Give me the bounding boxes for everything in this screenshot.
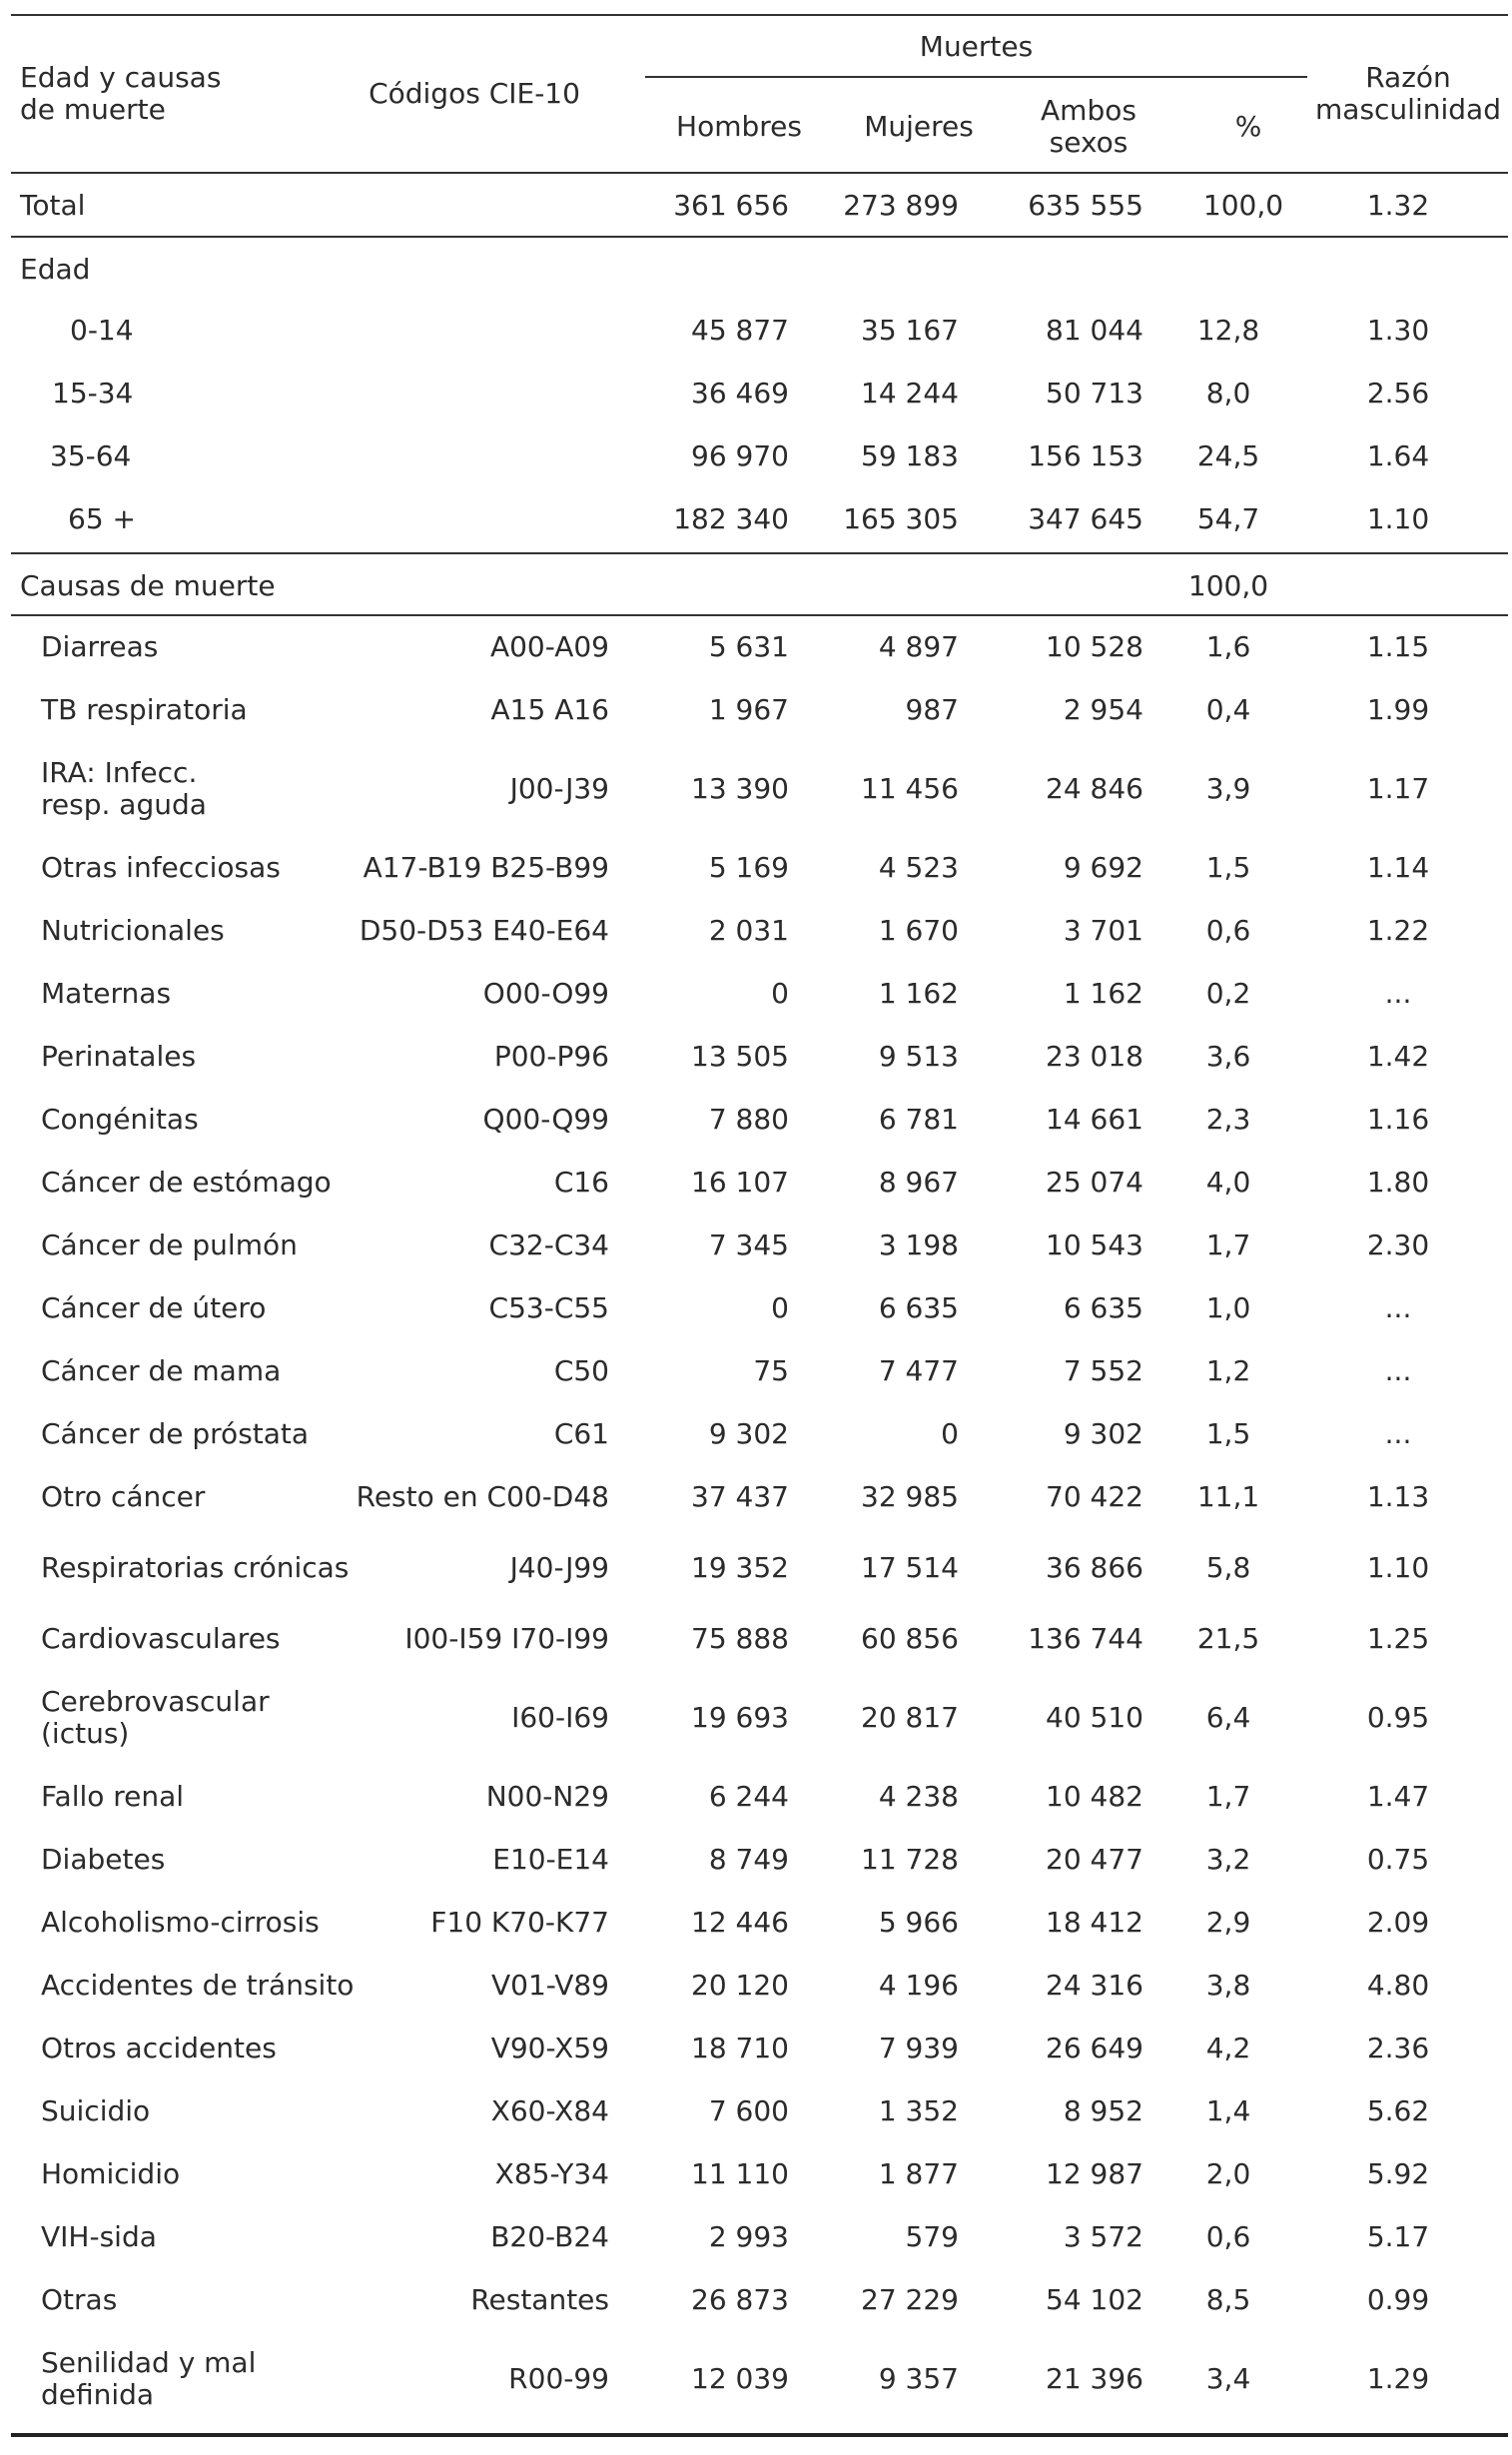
cause-row-both: 3 701 [1063, 914, 1143, 947]
cause-row-women: 0 [941, 1417, 959, 1450]
cause-row-code: A00-A09 [489, 630, 609, 663]
cause-row-ratio: 1.80 [1366, 1166, 1430, 1199]
cause-row-women: 6 635 [878, 1291, 959, 1324]
cause-row-pct: 0,4 [1205, 693, 1251, 726]
cause-row-ratio: 1.13 [1366, 1480, 1430, 1513]
cause-row-pct: 1,2 [1205, 1354, 1251, 1387]
cause-row-men: 1 967 [708, 693, 789, 726]
age-row-both: 50 713 [1046, 377, 1143, 409]
cause-row-code: C53-C55 [488, 1291, 609, 1324]
cause-row-pct: 3,4 [1205, 2362, 1251, 2395]
cause-row-label: Cáncer de estómago [41, 1166, 332, 1199]
cause-row-both: 10 482 [1046, 1780, 1143, 1813]
cause-row-men: 16 107 [691, 1166, 789, 1199]
cause-row-pct: 8,5 [1205, 2283, 1251, 2316]
cause-row-ratio: 5.92 [1366, 2157, 1430, 2190]
cause-row-pct: 6,4 [1205, 1701, 1251, 1734]
age-row-pct: 12,8 [1196, 314, 1260, 347]
cause-row-women: 987 [905, 693, 959, 726]
cause-row-both: 136 744 [1028, 1622, 1143, 1655]
cause-row-men: 12 039 [691, 2362, 789, 2395]
cause-row-pct: 3,8 [1205, 1969, 1251, 2002]
cause-row-ratio: 1.25 [1366, 1622, 1430, 1655]
age-row-women: 35 167 [861, 314, 959, 347]
cause-row-ratio: 0.75 [1366, 1843, 1430, 1876]
cause-row-ratio: 5.62 [1366, 2094, 1430, 2127]
cause-row-label: Otro cáncer [41, 1480, 206, 1513]
age-row-women: 14 244 [861, 377, 959, 409]
header-masculinity-ratio: Razón masculinidad [1315, 61, 1501, 126]
cause-row-both: 6 635 [1063, 1291, 1143, 1324]
cause-row-men: 12 446 [691, 1906, 789, 1939]
cause-row-men: 5 631 [708, 630, 789, 663]
cause-row-code: B20-B24 [490, 2220, 609, 2253]
bottom-rule [11, 2433, 1508, 2437]
cause-row-ratio: 1.47 [1366, 1780, 1430, 1813]
cause-row-code: Resto en C00-D48 [356, 1480, 609, 1513]
cause-row-women: 7 477 [878, 1354, 959, 1387]
cause-row-men: 0 [771, 977, 789, 1010]
cause-row-men: 5 169 [708, 851, 789, 884]
age-row-pct: 54,7 [1196, 502, 1260, 535]
cause-row-code: C32-C34 [488, 1228, 609, 1261]
cause-row-code: R00-99 [508, 2362, 609, 2395]
age-row-women: 165 305 [843, 502, 959, 535]
total-women: 273 899 [843, 189, 959, 222]
cause-row-ratio: 2.36 [1366, 2032, 1430, 2064]
total-label: Total [20, 189, 86, 222]
cause-row-both: 1 162 [1063, 977, 1143, 1010]
cause-row-pct: 4,2 [1205, 2032, 1251, 2064]
total-pct: 100,0 [1202, 189, 1284, 222]
cause-row-ratio: 5.17 [1366, 2220, 1430, 2253]
cause-row-both: 24 846 [1046, 772, 1143, 805]
age-row-label: 35-64 [50, 439, 132, 472]
cause-row-label: Congénitas [41, 1103, 199, 1136]
age-row-label: 15-34 [52, 377, 134, 409]
cause-row-label: Cerebrovascular (ictus) [41, 1685, 270, 1750]
cause-row-men: 20 120 [691, 1969, 789, 2002]
cause-row-code: V90-X59 [490, 2032, 609, 2064]
age-row-label: 65 + [68, 502, 136, 535]
cause-row-men: 19 693 [691, 1701, 789, 1734]
cause-row-both: 14 661 [1046, 1103, 1143, 1136]
cause-row-ratio: 1.10 [1366, 1551, 1430, 1584]
cause-row-code: Q00-Q99 [482, 1103, 609, 1136]
cause-row-pct: 1,5 [1205, 1417, 1251, 1450]
deaths-group-rule [645, 76, 1307, 78]
age-row-label: 0-14 [70, 314, 134, 347]
cause-row-label: Accidentes de tránsito [41, 1969, 355, 2002]
cause-row-men: 6 244 [708, 1780, 789, 1813]
cause-row-label: Cardiovasculares [41, 1622, 281, 1655]
cause-row-ratio: 1.99 [1366, 693, 1430, 726]
cause-row-code: O00-O99 [482, 977, 609, 1010]
cause-row-code: I00-I59 I70-I99 [404, 1622, 609, 1655]
cause-row-women: 4 523 [878, 851, 959, 884]
cause-row-both: 2 954 [1063, 693, 1143, 726]
cause-row-code: D50-D53 E40-E64 [359, 914, 609, 947]
cause-row-women: 1 670 [878, 914, 959, 947]
cause-row-pct: 3,2 [1205, 1843, 1251, 1876]
cause-row-women: 9 357 [878, 2362, 959, 2395]
cause-row-pct: 1,7 [1205, 1780, 1251, 1813]
causes-header-rule [11, 614, 1508, 616]
cause-row-pct: 11,1 [1196, 1480, 1260, 1513]
cause-row-women: 1 877 [878, 2157, 959, 2190]
cause-row-both: 23 018 [1046, 1040, 1143, 1073]
cause-row-both: 26 649 [1046, 2032, 1143, 2064]
cause-row-both: 3 572 [1063, 2220, 1143, 2253]
cause-row-ratio: ... [1384, 1291, 1412, 1324]
cause-row-label: Perinatales [41, 1040, 197, 1073]
cause-row-code: J40-J99 [509, 1551, 609, 1584]
cause-row-pct: 0,6 [1205, 2220, 1251, 2253]
cause-row-both: 70 422 [1046, 1480, 1143, 1513]
cause-row-women: 32 985 [861, 1480, 959, 1513]
cause-row-men: 2 993 [708, 2220, 789, 2253]
cause-row-code: E10-E14 [492, 1843, 609, 1876]
top-rule [11, 14, 1508, 16]
causes-section-label: Causas de muerte [20, 569, 276, 602]
cause-row-label: TB respiratoria [41, 693, 248, 726]
cause-row-women: 579 [905, 2220, 959, 2253]
age-row-pct: 8,0 [1205, 377, 1251, 409]
cause-row-ratio: 1.15 [1366, 630, 1430, 663]
cause-row-women: 60 856 [861, 1622, 959, 1655]
cause-row-code: Restantes [470, 2283, 609, 2316]
cause-row-code: C61 [553, 1417, 609, 1450]
cause-row-women: 17 514 [861, 1551, 959, 1584]
cause-row-both: 12 987 [1046, 2157, 1143, 2190]
cause-row-both: 40 510 [1046, 1701, 1143, 1734]
cause-row-women: 4 238 [878, 1780, 959, 1813]
age-row-men: 182 340 [673, 502, 789, 535]
cause-row-both: 21 396 [1046, 2362, 1143, 2395]
cause-row-label: Senilidad y mal definida [41, 2346, 257, 2411]
cause-row-pct: 0,2 [1205, 977, 1251, 1010]
cause-row-women: 27 229 [861, 2283, 959, 2316]
cause-row-label: Respiratorias crónicas [41, 1551, 350, 1584]
cause-row-ratio: 0.99 [1366, 2283, 1430, 2316]
cause-row-label: Cáncer de útero [41, 1291, 267, 1324]
cause-row-code: J00-J39 [509, 772, 609, 805]
cause-row-label: Otros accidentes [41, 2032, 277, 2064]
cause-row-code: C50 [553, 1354, 609, 1387]
age-row-ratio: 1.64 [1366, 439, 1430, 472]
cause-row-pct: 4,0 [1205, 1166, 1251, 1199]
cause-row-code: X85-Y34 [494, 2157, 609, 2190]
cause-row-men: 37 437 [691, 1480, 789, 1513]
cause-row-label: Cáncer de pulmón [41, 1228, 298, 1261]
cause-row-women: 11 728 [861, 1843, 959, 1876]
cause-row-ratio: 2.30 [1366, 1228, 1430, 1261]
cause-row-men: 18 710 [691, 2032, 789, 2064]
cause-row-women: 1 352 [878, 2094, 959, 2127]
cause-row-pct: 2,9 [1205, 1906, 1251, 1939]
age-row-men: 45 877 [691, 314, 789, 347]
cause-row-ratio: ... [1384, 1354, 1412, 1387]
cause-row-label: IRA: Infecc. resp. aguda [41, 756, 207, 821]
cause-row-ratio: 4.80 [1366, 1969, 1430, 2002]
cause-row-code: I60-I69 [511, 1701, 609, 1734]
cause-row-women: 4 897 [878, 630, 959, 663]
cause-row-both: 24 316 [1046, 1969, 1143, 2002]
cause-row-label: Fallo renal [41, 1780, 185, 1813]
cause-row-label: Maternas [41, 977, 172, 1010]
age-row-ratio: 1.30 [1366, 314, 1430, 347]
cause-row-both: 9 692 [1063, 851, 1143, 884]
cause-row-both: 8 952 [1063, 2094, 1143, 2127]
cause-row-label: Diarreas [41, 630, 159, 663]
cause-row-men: 75 [753, 1354, 789, 1387]
total-ratio: 1.32 [1366, 189, 1430, 222]
cause-row-code: A15 A16 [490, 693, 609, 726]
cause-row-label: Cáncer de próstata [41, 1417, 310, 1450]
total-both: 635 555 [1028, 189, 1143, 222]
cause-row-men: 11 110 [691, 2157, 789, 2190]
cause-row-pct: 1,4 [1205, 2094, 1251, 2127]
cause-row-pct: 1,0 [1205, 1291, 1251, 1324]
cause-row-both: 25 074 [1046, 1166, 1143, 1199]
cause-row-both: 9 302 [1063, 1417, 1143, 1450]
header-codes: Códigos CIE-10 [369, 77, 580, 110]
cause-row-label: Cáncer de mama [41, 1354, 282, 1387]
cause-row-label: Otras [41, 2283, 118, 2316]
age-bottom-rule [11, 552, 1508, 554]
age-row-ratio: 1.10 [1366, 502, 1430, 535]
cause-row-code: C16 [553, 1166, 609, 1199]
cause-row-ratio: 1.22 [1366, 914, 1430, 947]
cause-row-men: 19 352 [691, 1551, 789, 1584]
cause-row-ratio: 2.09 [1366, 1906, 1430, 1939]
age-row-both: 81 044 [1046, 314, 1143, 347]
cause-row-women: 20 817 [861, 1701, 959, 1734]
header-men: Hombres [676, 110, 802, 143]
age-section-label: Edad [20, 253, 91, 286]
age-row-pct: 24,5 [1196, 439, 1260, 472]
header-women: Mujeres [864, 110, 974, 143]
cause-row-women: 11 456 [861, 772, 959, 805]
cause-row-men: 8 749 [708, 1843, 789, 1876]
cause-row-pct: 21,5 [1196, 1622, 1260, 1655]
total-men: 361 656 [673, 189, 789, 222]
cause-row-both: 18 412 [1046, 1906, 1143, 1939]
cause-row-both: 10 528 [1046, 630, 1143, 663]
cause-row-women: 9 513 [878, 1040, 959, 1073]
cause-row-men: 7 600 [708, 2094, 789, 2127]
cause-row-ratio: 1.42 [1366, 1040, 1430, 1073]
cause-row-ratio: 1.17 [1366, 772, 1430, 805]
age-row-men: 96 970 [691, 439, 789, 472]
cause-row-label: Homicidio [41, 2157, 181, 2190]
cause-row-women: 1 162 [878, 977, 959, 1010]
header-both-sexes: Ambos sexos [1041, 94, 1136, 159]
cause-row-men: 26 873 [691, 2283, 789, 2316]
cause-row-code: A17-B19 B25-B99 [363, 851, 609, 884]
cause-row-women: 7 939 [878, 2032, 959, 2064]
cause-row-women: 3 198 [878, 1228, 959, 1261]
cause-row-men: 9 302 [708, 1417, 789, 1450]
cause-row-pct: 1,7 [1205, 1228, 1251, 1261]
cause-row-label: Nutricionales [41, 914, 225, 947]
cause-row-men: 2 031 [708, 914, 789, 947]
cause-row-ratio: 1.14 [1366, 851, 1430, 884]
cause-row-code: X60-X84 [490, 2094, 609, 2127]
cause-row-both: 10 543 [1046, 1228, 1143, 1261]
cause-row-both: 36 866 [1046, 1551, 1143, 1584]
cause-row-pct: 3,6 [1205, 1040, 1251, 1073]
cause-row-ratio: 1.16 [1366, 1103, 1430, 1136]
cause-row-label: Otras infecciosas [41, 851, 281, 884]
cause-row-women: 4 196 [878, 1969, 959, 2002]
cause-row-ratio: 1.29 [1366, 2362, 1430, 2395]
cause-row-label: Alcoholismo-cirrosis [41, 1906, 320, 1939]
cause-row-code: F10 K70-K77 [430, 1906, 609, 1939]
cause-row-both: 20 477 [1046, 1843, 1143, 1876]
cause-row-men: 7 345 [708, 1228, 789, 1261]
cause-row-pct: 1,5 [1205, 851, 1251, 884]
causes-section-pct: 100,0 [1187, 569, 1269, 602]
cause-row-women: 6 781 [878, 1103, 959, 1136]
cause-row-pct: 3,9 [1205, 772, 1251, 805]
cause-row-pct: 2,0 [1205, 2157, 1251, 2190]
cause-row-both: 54 102 [1046, 2283, 1143, 2316]
cause-row-code: P00-P96 [493, 1040, 609, 1073]
cause-row-women: 8 967 [878, 1166, 959, 1199]
cause-row-ratio: 0.95 [1366, 1701, 1430, 1734]
cause-row-women: 5 966 [878, 1906, 959, 1939]
cause-row-pct: 0,6 [1205, 914, 1251, 947]
cause-row-code: V01-V89 [490, 1969, 609, 2002]
cause-row-men: 0 [771, 1291, 789, 1324]
header-percent: % [1234, 110, 1262, 143]
cause-row-pct: 1,6 [1205, 630, 1251, 663]
cause-row-label: VIH-sida [41, 2220, 157, 2253]
cause-row-men: 13 505 [691, 1040, 789, 1073]
cause-row-pct: 2,3 [1205, 1103, 1251, 1136]
cause-row-pct: 5,8 [1205, 1551, 1251, 1584]
cause-row-ratio: ... [1384, 977, 1412, 1010]
age-row-men: 36 469 [691, 377, 789, 409]
cause-row-label: Suicidio [41, 2094, 151, 2127]
header-bottom-rule [11, 172, 1508, 174]
total-bottom-rule [11, 236, 1508, 238]
cause-row-men: 7 880 [708, 1103, 789, 1136]
age-row-both: 156 153 [1028, 439, 1143, 472]
age-row-women: 59 183 [861, 439, 959, 472]
cause-row-label: Diabetes [41, 1843, 166, 1876]
header-age-causes: Edad y causas de muerte [20, 61, 222, 126]
cause-row-men: 13 390 [691, 772, 789, 805]
cause-row-both: 7 552 [1063, 1354, 1143, 1387]
age-row-both: 347 645 [1028, 502, 1143, 535]
cause-row-code: N00-N29 [485, 1780, 609, 1813]
cause-row-ratio: ... [1384, 1417, 1412, 1450]
age-row-ratio: 2.56 [1366, 377, 1430, 409]
header-deaths-group: Muertes [919, 30, 1034, 63]
cause-row-men: 75 888 [691, 1622, 789, 1655]
